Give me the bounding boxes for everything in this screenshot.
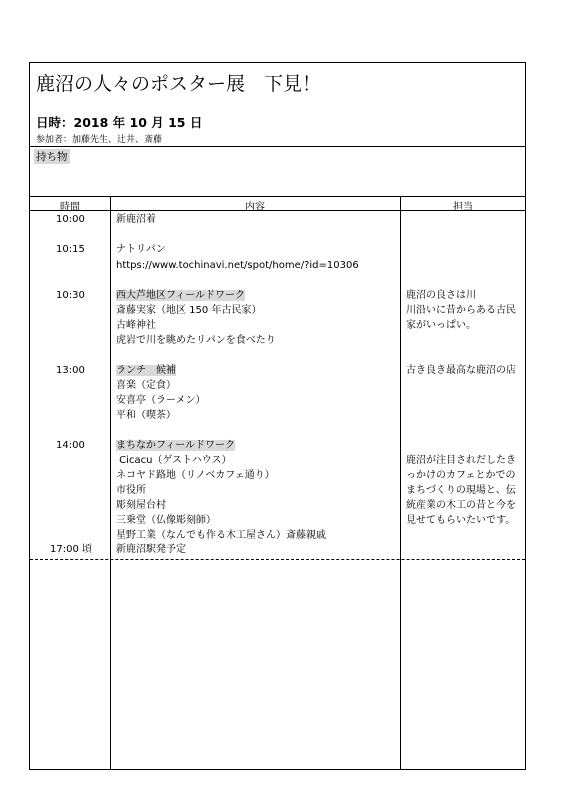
document-header — [30, 63, 525, 147]
row-staff-line: 家がいっぱい。 — [406, 320, 476, 331]
row-time: 17:00 頃 — [50, 544, 92, 555]
row-content-line: 新鹿沼着 — [116, 214, 156, 225]
table-header — [30, 197, 525, 211]
row-time: 14:00 — [56, 440, 85, 451]
column-divider — [110, 197, 111, 769]
row-staff-line: 川沿いに昔からある古民 — [406, 305, 516, 316]
row-content-line: 市役所 — [116, 485, 146, 496]
column-header-content: 内容 — [245, 202, 265, 213]
row-time: 10:15 — [56, 244, 85, 255]
row-staff-line: 鹿沼が注目されだしたき — [406, 455, 516, 466]
column-divider — [400, 197, 401, 769]
page-title: 鹿沼の人々のポスター展 下見！ — [36, 73, 322, 95]
row-staff-line: 統産業の木工の昔と今を — [406, 500, 516, 511]
row-staff-line: 古き良き最高な鹿沼の店 — [406, 365, 516, 376]
row-content-line: 安喜亭（ラーメン） — [116, 395, 206, 406]
row-content-line: ネコヤド路地（リノベカフェ通り） — [116, 470, 275, 481]
row-staff-line: 鹿沼の良さは川 — [406, 290, 476, 301]
dashed-divider — [30, 559, 525, 560]
schedule-document — [29, 62, 526, 770]
belongings-label: 持ち物 — [36, 151, 68, 163]
row-staff-line: 見せてもらいたいです。 — [406, 515, 516, 526]
participants: 参加者：加藤先生、辻井、斎藤 — [36, 135, 163, 145]
column-header-staff: 担当 — [453, 202, 473, 213]
row-content-line: 彫刻屋台村 — [116, 500, 166, 511]
row-time: 10:00 — [56, 214, 85, 225]
row-content-heading: 西大芦地区フィールドワーク — [116, 290, 245, 301]
row-staff-line: まちづくりの現場と、伝 — [406, 485, 516, 496]
event-date: 日時：2018 年 10 月 15 日 — [36, 115, 203, 130]
row-staff-line: っかけのカフェとかでの — [406, 470, 516, 481]
row-content-heading: まちなかフィールドワーク — [116, 440, 235, 451]
row-content-line: 平和（喫茶） — [116, 410, 176, 421]
row-content-link[interactable]: https://www.tochinavi.net/spot/home/?id=10306 — [116, 260, 359, 271]
row-content-line: Cicacu（ゲストハウス） — [116, 455, 232, 466]
row-content-line: 喜楽（定食） — [116, 380, 176, 391]
row-time: 10:30 — [56, 290, 85, 301]
row-content-line: 星野工業（なんでも作る木工屋さん）斎藤親戚 — [116, 530, 326, 541]
row-content-line: 三乗堂（仏像彫刻師） — [116, 515, 216, 526]
row-content-line: 斎藤実家（地区 150 年古民家） — [116, 305, 262, 316]
row-content-heading: ランチ 候補 — [116, 365, 176, 376]
column-header-time: 時間 — [60, 202, 80, 213]
row-content-line: 新鹿沼駅発予定 — [116, 544, 186, 555]
row-content-line: 虎岩で川を眺めたリパンを食べたり — [116, 335, 276, 346]
row-content-line: ナトリパン — [116, 244, 166, 255]
row-content-line: 古峰神社 — [116, 320, 156, 331]
row-time: 13:00 — [56, 365, 85, 376]
belongings-section — [30, 147, 525, 197]
